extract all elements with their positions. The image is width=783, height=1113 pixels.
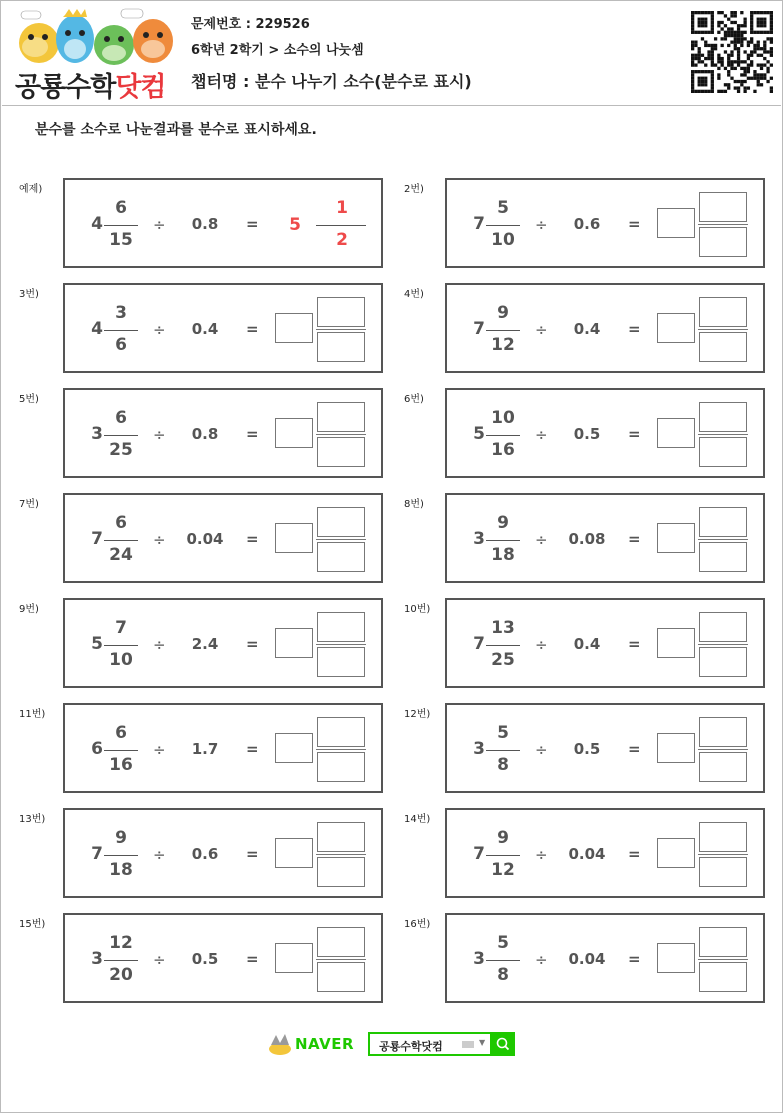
answer-denominator-box[interactable]: [317, 647, 365, 677]
answer-fraction-bar: [316, 539, 366, 540]
answer-whole: 5: [289, 215, 301, 235]
problem-box: [445, 703, 765, 793]
answer-numerator-box[interactable]: [699, 927, 747, 957]
fraction-numerator: 9: [497, 828, 509, 848]
problem-label: 11번): [19, 709, 46, 720]
search-query: 공룡수학닷컴: [379, 1040, 443, 1053]
problem-box: [63, 388, 383, 478]
divide-sign: ÷: [535, 951, 548, 969]
fraction-numerator: 9: [115, 828, 127, 848]
equals-sign: =: [628, 320, 641, 338]
fraction-denominator: 18: [109, 860, 133, 880]
chevron-down-icon: ▼: [479, 1038, 486, 1047]
fraction-denominator: 16: [491, 440, 515, 460]
answer-denominator-box[interactable]: [699, 752, 747, 782]
answer-fraction-bar: [698, 854, 748, 855]
fraction-numerator: 3: [115, 303, 127, 323]
mixed-whole: 4: [91, 319, 103, 339]
fraction-denominator: 20: [109, 965, 133, 985]
answer-fraction-bar: [316, 749, 366, 750]
answer-whole-box[interactable]: [657, 943, 695, 973]
problem-box: [445, 283, 765, 373]
answer-whole-box[interactable]: [657, 733, 695, 763]
equals-sign: =: [246, 845, 259, 863]
answer-fraction-bar: [316, 959, 366, 960]
divide-sign: ÷: [153, 846, 166, 864]
answer-numerator-box[interactable]: [317, 717, 365, 747]
decimal-divisor: 0.8: [191, 215, 219, 233]
mixed-whole: 7: [91, 529, 103, 549]
fraction-denominator: 24: [109, 545, 133, 565]
equals-sign: =: [628, 530, 641, 548]
divide-sign: ÷: [535, 216, 548, 234]
mixed-whole: 7: [473, 844, 485, 864]
fraction-denominator: 15: [109, 230, 133, 250]
fraction-numerator: 6: [115, 513, 127, 533]
naver-brand: NAVER: [295, 1035, 355, 1053]
decimal-divisor: 0.5: [191, 950, 219, 968]
answer-numerator-box[interactable]: [317, 612, 365, 642]
logo-text-accent: 닷컴: [115, 72, 166, 103]
fraction-bar: [486, 750, 520, 751]
fraction-bar: [104, 645, 138, 646]
mixed-whole: 3: [473, 739, 485, 759]
search-button[interactable]: [491, 1032, 515, 1056]
answer-whole-box[interactable]: [275, 943, 313, 973]
answer-fraction-bar: [316, 225, 366, 226]
answer-fraction-bar: [316, 434, 366, 435]
answer-numerator-box[interactable]: [317, 297, 365, 327]
fraction-bar: [486, 960, 520, 961]
answer-fraction-bar: [316, 854, 366, 855]
equals-sign: =: [246, 740, 259, 758]
answer-numerator-box[interactable]: [699, 717, 747, 747]
problem-box: [63, 598, 383, 688]
dinosaur-mascots-icon: [13, 7, 177, 67]
problem-id: 문제번호 : 229526: [191, 17, 310, 32]
fraction-denominator: 10: [491, 230, 515, 250]
mixed-whole: 4: [91, 214, 103, 234]
decimal-divisor: 0.4: [191, 320, 219, 338]
problem-box: [63, 703, 383, 793]
fraction-bar: [104, 750, 138, 751]
fraction-denominator: 12: [491, 860, 515, 880]
answer-denominator-box[interactable]: [317, 437, 365, 467]
answer-denominator-box[interactable]: [699, 227, 747, 257]
answer-denominator-box[interactable]: [699, 542, 747, 572]
fraction-numerator: 9: [497, 513, 509, 533]
problem-label: 5번): [19, 394, 39, 405]
fraction-denominator: 12: [491, 335, 515, 355]
answer-whole-box[interactable]: [657, 418, 695, 448]
equals-sign: =: [628, 740, 641, 758]
fraction-denominator: 25: [491, 650, 515, 670]
decimal-divisor: 0.5: [573, 425, 601, 443]
decimal-divisor: 0.08: [568, 530, 606, 548]
answer-numerator-box[interactable]: [699, 822, 747, 852]
answer-whole-box[interactable]: [275, 523, 313, 553]
chapter-title: 챕터명 : 분수 나누기 소수(분수로 표시): [191, 72, 472, 91]
qr-code-icon[interactable]: [691, 11, 773, 93]
mixed-whole: 3: [473, 529, 485, 549]
answer-numerator-box[interactable]: [317, 507, 365, 537]
decimal-divisor: 0.5: [573, 740, 601, 758]
decimal-divisor: 0.04: [568, 845, 606, 863]
problem-label: 6번): [404, 394, 424, 405]
answer-whole-box[interactable]: [275, 418, 313, 448]
answer-denominator-box[interactable]: [699, 647, 747, 677]
fraction-bar: [104, 435, 138, 436]
answer-whole-box[interactable]: [275, 838, 313, 868]
answer-numerator-box[interactable]: [317, 822, 365, 852]
answer-fraction-bar: [698, 959, 748, 960]
fraction-bar: [486, 435, 520, 436]
mixed-whole: 7: [473, 214, 485, 234]
fraction-numerator: 13: [491, 618, 515, 638]
answer-denominator-box[interactable]: [317, 752, 365, 782]
answer-numerator-box[interactable]: [699, 192, 747, 222]
decimal-divisor: 0.8: [191, 425, 219, 443]
equals-sign: =: [628, 425, 641, 443]
logo-text-main: 공룡수학: [15, 72, 116, 103]
decimal-divisor: 0.4: [573, 635, 601, 653]
answer-fraction-bar: [698, 434, 748, 435]
fraction-denominator: 18: [491, 545, 515, 565]
answer-denominator-box[interactable]: [699, 857, 747, 887]
answer-fraction-bar: [698, 224, 748, 225]
answer-denominator-box[interactable]: [699, 962, 747, 992]
problem-label: 15번): [19, 919, 46, 930]
fraction-denominator: 8: [497, 965, 509, 985]
answer-numerator-box[interactable]: [699, 612, 747, 642]
answer-numerator-box[interactable]: [699, 402, 747, 432]
divide-sign: ÷: [153, 741, 166, 759]
answer-denominator-box[interactable]: [699, 437, 747, 467]
mixed-whole: 3: [91, 424, 103, 444]
answer-whole-box[interactable]: [657, 523, 695, 553]
header-divider: [2, 105, 781, 106]
fraction-denominator: 25: [109, 440, 133, 460]
problem-box: [445, 388, 765, 478]
answer-denominator-box[interactable]: [699, 332, 747, 362]
equals-sign: =: [246, 950, 259, 968]
fraction-bar: [104, 855, 138, 856]
divide-sign: ÷: [153, 426, 166, 444]
answer-fraction-bar: [316, 644, 366, 645]
answer-whole-box[interactable]: [275, 628, 313, 658]
problem-box: [445, 598, 765, 688]
divide-sign: ÷: [153, 531, 166, 549]
answer-whole-box[interactable]: [275, 313, 313, 343]
fraction-numerator: 10: [491, 408, 515, 428]
answer-fraction-bar: [698, 749, 748, 750]
answer-fraction-bar: [698, 644, 748, 645]
answer-fraction-bar: [698, 539, 748, 540]
answer-whole-box[interactable]: [657, 313, 695, 343]
fraction-denominator: 8: [497, 755, 509, 775]
problem-box: [445, 493, 765, 583]
fraction-bar: [486, 645, 520, 646]
answer-denominator-box[interactable]: [317, 542, 365, 572]
naver-search-input[interactable]: [368, 1032, 492, 1056]
divide-sign: ÷: [153, 951, 166, 969]
answer-numerator: 1: [336, 198, 348, 218]
decimal-divisor: 0.04: [186, 530, 224, 548]
problem-label: 14번): [404, 814, 431, 825]
equals-sign: =: [628, 950, 641, 968]
problem-label: 12번): [404, 709, 431, 720]
fraction-bar: [104, 330, 138, 331]
equals-sign: =: [246, 635, 259, 653]
problem-label: 10번): [404, 604, 431, 615]
equals-sign: =: [246, 425, 259, 443]
mixed-whole: 6: [91, 739, 103, 759]
problem-label: 4번): [404, 289, 424, 300]
answer-numerator-box[interactable]: [699, 507, 747, 537]
divide-sign: ÷: [535, 426, 548, 444]
naver-search-banner[interactable]: [267, 1030, 517, 1058]
equals-sign: =: [246, 530, 259, 548]
divide-sign: ÷: [153, 216, 166, 234]
fraction-numerator: 9: [497, 303, 509, 323]
instruction-text: 분수를 소수로 나눈결과를 분수로 표시하세요.: [35, 122, 317, 138]
fraction-numerator: 5: [497, 198, 509, 218]
fraction-numerator: 7: [115, 618, 127, 638]
fraction-denominator: 6: [115, 335, 127, 355]
answer-numerator-box[interactable]: [699, 297, 747, 327]
answer-whole-box[interactable]: [657, 628, 695, 658]
answer-fraction-bar: [698, 329, 748, 330]
answer-whole-box[interactable]: [275, 733, 313, 763]
fraction-numerator: 5: [497, 933, 509, 953]
problem-box: [445, 808, 765, 898]
grade-path: 6학년 2학기 > 소수의 나눗셈: [191, 43, 364, 58]
mixed-whole: 7: [473, 319, 485, 339]
fraction-bar: [486, 330, 520, 331]
mixed-whole: 5: [473, 424, 485, 444]
fraction-numerator: 6: [115, 723, 127, 743]
problem-box: [63, 178, 383, 268]
problem-label: 예제): [19, 184, 43, 195]
problem-box: [63, 913, 383, 1003]
search-icon: [491, 1032, 515, 1056]
divide-sign: ÷: [535, 741, 548, 759]
fraction-bar: [104, 960, 138, 961]
problem-label: 13번): [19, 814, 46, 825]
decimal-divisor: 0.4: [573, 320, 601, 338]
mixed-whole: 7: [473, 634, 485, 654]
problem-label: 8번): [404, 499, 424, 510]
mixed-whole: 3: [91, 949, 103, 969]
problem-box: [63, 493, 383, 583]
divide-sign: ÷: [535, 321, 548, 339]
problem-label: 7번): [19, 499, 39, 510]
fraction-bar: [104, 540, 138, 541]
logo-text: [15, 65, 166, 104]
problem-label: 2번): [404, 184, 424, 195]
fraction-bar: [486, 540, 520, 541]
divide-sign: ÷: [535, 531, 548, 549]
problem-box: [63, 808, 383, 898]
answer-denominator: 2: [336, 230, 348, 250]
answer-whole-box[interactable]: [657, 208, 695, 238]
divide-sign: ÷: [535, 846, 548, 864]
equals-sign: =: [628, 635, 641, 653]
divide-sign: ÷: [153, 636, 166, 654]
mixed-whole: 3: [473, 949, 485, 969]
decimal-divisor: 0.6: [573, 215, 601, 233]
keyboard-icon: [462, 1041, 474, 1048]
divide-sign: ÷: [153, 321, 166, 339]
fraction-numerator: 12: [109, 933, 133, 953]
fraction-numerator: 5: [497, 723, 509, 743]
answer-whole-box[interactable]: [657, 838, 695, 868]
equals-sign: =: [246, 215, 259, 233]
naver-logo-icon: [267, 1031, 293, 1057]
answer-fraction-bar: [316, 329, 366, 330]
problem-box: [63, 283, 383, 373]
decimal-divisor: 0.04: [568, 950, 606, 968]
decimal-divisor: 0.6: [191, 845, 219, 863]
answer-denominator-box[interactable]: [317, 857, 365, 887]
decimal-divisor: 1.7: [191, 740, 219, 758]
divide-sign: ÷: [535, 636, 548, 654]
equals-sign: =: [246, 320, 259, 338]
problem-box: [445, 178, 765, 268]
mixed-whole: 5: [91, 634, 103, 654]
fraction-bar: [486, 855, 520, 856]
fraction-denominator: 10: [109, 650, 133, 670]
fraction-bar: [104, 225, 138, 226]
answer-numerator-box[interactable]: [317, 402, 365, 432]
site-logo[interactable]: [13, 7, 177, 103]
problem-label: 3번): [19, 289, 39, 300]
decimal-divisor: 2.4: [191, 635, 219, 653]
problem-box: [445, 913, 765, 1003]
fraction-bar: [486, 225, 520, 226]
equals-sign: =: [628, 215, 641, 233]
answer-numerator-box[interactable]: [317, 927, 365, 957]
equals-sign: =: [628, 845, 641, 863]
answer-denominator-box[interactable]: [317, 962, 365, 992]
mixed-whole: 7: [91, 844, 103, 864]
problem-label: 16번): [404, 919, 431, 930]
problem-label: 9번): [19, 604, 39, 615]
fraction-numerator: 6: [115, 198, 127, 218]
fraction-denominator: 16: [109, 755, 133, 775]
answer-denominator-box[interactable]: [317, 332, 365, 362]
fraction-numerator: 6: [115, 408, 127, 428]
